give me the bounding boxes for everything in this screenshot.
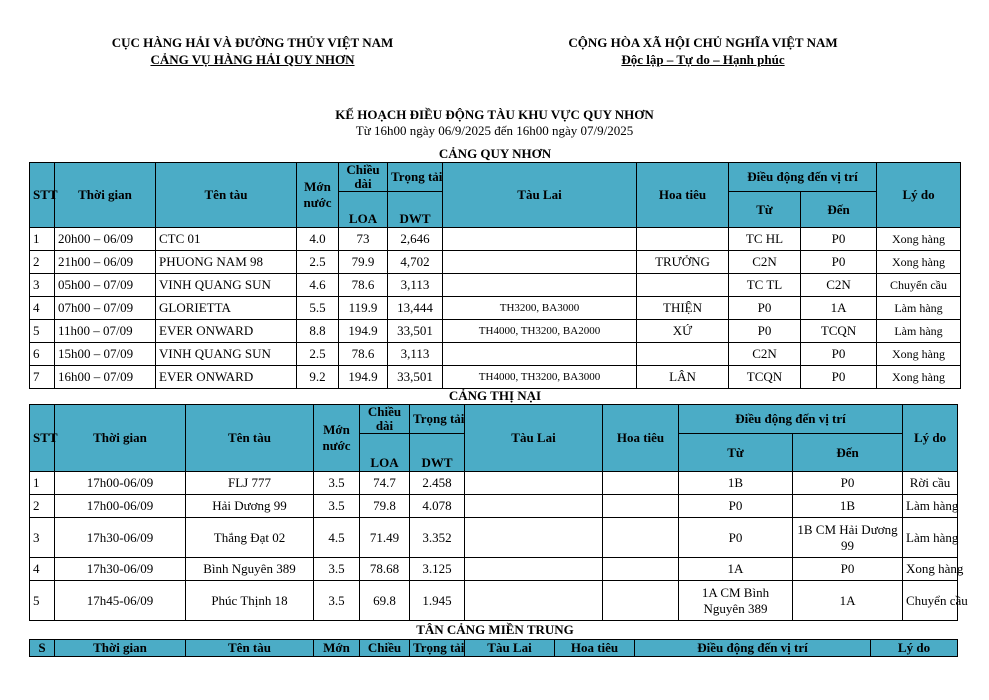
col-header-from: Từ <box>729 192 801 228</box>
cell-loa: 194.9 <box>339 320 388 343</box>
cell-reason: Làm hàng <box>903 518 958 558</box>
cell-time: 21h00 – 06/09 <box>55 251 156 274</box>
table-row <box>30 366 961 389</box>
cell-dwt: 4,702 <box>388 251 443 274</box>
col-header-reason: Lý do <box>877 163 961 228</box>
cell-time: 20h00 – 06/09 <box>55 228 156 251</box>
cell-dwt: 13,444 <box>388 297 443 320</box>
cell-time: 17h45-06/09 <box>55 581 186 621</box>
cell-from: 1A <box>679 558 793 581</box>
cell-ship: GLORIETTA <box>156 297 297 320</box>
cell-tug <box>465 558 603 581</box>
cell-ship: Thắng Đạt 02 <box>186 518 314 558</box>
cell-from: 1B <box>679 472 793 495</box>
col-header-ship: Tên tàu <box>156 163 297 228</box>
cell-dwt: 2,646 <box>388 228 443 251</box>
cell-stt: 7 <box>30 366 55 389</box>
cell-loa: 78.68 <box>360 558 410 581</box>
cell-ship: Bình Nguyên 389 <box>186 558 314 581</box>
cell-pilot <box>637 343 729 366</box>
cell-time: 17h30-06/09 <box>55 558 186 581</box>
cell-from: C2N <box>729 343 801 366</box>
col-header-tonnage: Trọng tải <box>388 163 443 192</box>
cell-draft: 3.5 <box>314 495 360 518</box>
national-motto: Độc lập – Tự do – Hạnh phúc <box>621 52 785 67</box>
cell-from: P0 <box>729 297 801 320</box>
col-header-time: Thời gian <box>55 405 186 472</box>
cell-draft: 2.5 <box>297 343 339 366</box>
section-title-tan-cang: TÂN CẢNG MIỀN TRUNG <box>416 622 574 637</box>
col-header-length: Chiều dài <box>360 405 410 434</box>
cell-pilot <box>603 472 679 495</box>
cell-to: P0 <box>801 343 877 366</box>
cell-loa: 78.6 <box>339 343 388 366</box>
cell-pilot: TRƯỞNG <box>637 251 729 274</box>
agency-name: CỤC HÀNG HẢI VÀ ĐƯỜNG THỦY VIỆT NAM <box>111 35 394 50</box>
cell-loa: 194.9 <box>339 366 388 389</box>
cell-draft: 9.2 <box>297 366 339 389</box>
cell-time: 15h00 – 07/09 <box>55 343 156 366</box>
cell-pilot: LÂN <box>637 366 729 389</box>
cell-ship: VINH QUANG SUN <box>156 343 297 366</box>
col-header-loa: LOA <box>360 434 410 472</box>
cell-dwt: 4.078 <box>410 495 465 518</box>
cell-ship: CTC 01 <box>156 228 297 251</box>
cell-ship: Phúc Thịnh 18 <box>186 581 314 621</box>
cell-loa: 74.7 <box>360 472 410 495</box>
cell-loa: 79.9 <box>339 251 388 274</box>
cell-reason: Xong hàng <box>877 251 961 274</box>
cell-reason: Xong hàng <box>877 228 961 251</box>
table-row <box>30 495 958 518</box>
cell-loa: 73 <box>339 228 388 251</box>
table-row <box>30 320 961 343</box>
cell-pilot <box>603 558 679 581</box>
col-header-draft: Mớn nước <box>297 163 339 228</box>
table-row <box>30 343 961 366</box>
cell-time: 11h00 – 07/09 <box>55 320 156 343</box>
table-row <box>30 581 958 621</box>
col-header-length: Chiều dài <box>339 163 388 192</box>
cell-to: P0 <box>801 228 877 251</box>
cell-from: P0 <box>679 495 793 518</box>
cell-stt: 1 <box>30 228 55 251</box>
col-header-tonnage: Trọng tải <box>410 405 465 434</box>
section-title-quy-nhon: CẢNG QUY NHƠN <box>438 146 552 161</box>
cell-pilot <box>637 228 729 251</box>
cell-time: 05h00 – 07/09 <box>55 274 156 297</box>
cell-dwt: 3.125 <box>410 558 465 581</box>
col-header-pilot: Hoa tiêu <box>603 405 679 472</box>
cell-dwt: 3,113 <box>388 343 443 366</box>
cell-pilot: THIỆN <box>637 297 729 320</box>
cell-tug: TH3200, BA3000 <box>443 297 637 320</box>
col-header-reason: Lý do <box>903 405 958 472</box>
col-header-tug: Tàu Lai <box>465 405 603 472</box>
cell-draft: 8.8 <box>297 320 339 343</box>
cell-stt: 1 <box>30 472 55 495</box>
col-header-ship: Tên tàu <box>186 405 314 472</box>
col-header-pilot: Hoa tiêu <box>637 163 729 228</box>
cell-time: 17h30-06/09 <box>55 518 186 558</box>
table-row <box>30 472 958 495</box>
cell-stt: 2 <box>30 495 55 518</box>
cell-dwt: 3,113 <box>388 274 443 297</box>
cell-draft: 4.0 <box>297 228 339 251</box>
tan-cang-table <box>29 639 958 657</box>
section-title-thi-nai: CẢNG THỊ NẠI <box>448 388 542 403</box>
cell-reason: Làm hàng <box>877 297 961 320</box>
col-header-ship: Tên tàu <box>186 640 314 657</box>
cell-from: TC TL <box>729 274 801 297</box>
cell-from: TCQN <box>729 366 801 389</box>
cell-reason: Làm hàng <box>877 320 961 343</box>
col-header-loa: LOA <box>339 192 388 228</box>
cell-stt: 3 <box>30 274 55 297</box>
cell-draft: 2.5 <box>297 251 339 274</box>
cell-stt: 4 <box>30 558 55 581</box>
col-header-to: Đến <box>801 192 877 228</box>
cell-tug <box>443 274 637 297</box>
cell-tug <box>443 251 637 274</box>
col-header-tonnage: Trọng tải <box>410 640 465 657</box>
col-header-move: Điều động đến vị trí <box>679 405 903 434</box>
cell-pilot <box>603 581 679 621</box>
cell-time: 07h00 – 07/09 <box>55 297 156 320</box>
col-header-to: Đến <box>793 434 903 472</box>
col-header-time: Thời gian <box>55 640 186 657</box>
cell-pilot <box>603 495 679 518</box>
col-header-tug: Tàu Lai <box>465 640 555 657</box>
cell-dwt: 33,501 <box>388 320 443 343</box>
national-header <box>528 34 878 68</box>
col-header-dwt: DWT <box>410 434 465 472</box>
table-row <box>30 558 958 581</box>
cell-draft: 3.5 <box>314 558 360 581</box>
cell-reason: Chuyển cầu <box>903 581 958 621</box>
cell-stt: 5 <box>30 581 55 621</box>
cell-reason: Xong hàng <box>877 343 961 366</box>
cell-to: P0 <box>801 366 877 389</box>
table-row <box>30 297 961 320</box>
cell-stt: 2 <box>30 251 55 274</box>
document-subtitle: Từ 16h00 ngày 06/9/2025 đến 16h00 ngày 07/9/2025 <box>355 123 634 138</box>
cell-to: TCQN <box>801 320 877 343</box>
col-header-stt: STT <box>30 405 55 472</box>
cell-pilot: XỨ <box>637 320 729 343</box>
table-row <box>30 251 961 274</box>
cell-stt: 6 <box>30 343 55 366</box>
cell-time: 16h00 – 07/09 <box>55 366 156 389</box>
cell-dwt: 3.352 <box>410 518 465 558</box>
col-header-move: Điều động đến vị trí <box>729 163 877 192</box>
cell-reason: Chuyển cầu <box>877 274 961 297</box>
cell-reason: Làm hàng <box>903 495 958 518</box>
cell-ship: EVER ONWARD <box>156 366 297 389</box>
cell-from: C2N <box>729 251 801 274</box>
col-header-move: Điều động đến vị trí <box>635 640 871 657</box>
cell-stt: 4 <box>30 297 55 320</box>
cell-tug <box>465 581 603 621</box>
cell-to: 1A <box>801 297 877 320</box>
cell-from: TC HL <box>729 228 801 251</box>
cell-dwt: 1.945 <box>410 581 465 621</box>
cell-from: P0 <box>679 518 793 558</box>
cell-to: 1B CM Hải Dương 99 <box>793 518 903 558</box>
cell-ship: Hải Dương 99 <box>186 495 314 518</box>
cell-to: P0 <box>793 472 903 495</box>
thi-nai-table <box>29 404 968 621</box>
cell-to: P0 <box>801 251 877 274</box>
cell-tug <box>465 518 603 558</box>
col-header-draft: Mớn nước <box>314 405 360 472</box>
cell-dwt: 2.458 <box>410 472 465 495</box>
col-header-pilot: Hoa tiêu <box>555 640 635 657</box>
cell-loa: 71.49 <box>360 518 410 558</box>
cell-reason: Rời cầu <box>903 472 958 495</box>
cell-from: 1A CM Bình Nguyên 389 <box>679 581 793 621</box>
cell-dwt: 33,501 <box>388 366 443 389</box>
cell-reason: Xong hàng <box>903 558 958 581</box>
table-row <box>30 274 961 297</box>
cell-pilot <box>637 274 729 297</box>
cell-draft: 4.6 <box>297 274 339 297</box>
col-header-reason: Lý do <box>871 640 958 657</box>
cell-tug <box>443 343 637 366</box>
cell-draft: 4.5 <box>314 518 360 558</box>
cell-to: C2N <box>801 274 877 297</box>
cell-stt: 5 <box>30 320 55 343</box>
cell-draft: 5.5 <box>297 297 339 320</box>
table-row <box>30 228 961 251</box>
agency-header <box>60 34 445 68</box>
cell-ship: VINH QUANG SUN <box>156 274 297 297</box>
cell-ship: FLJ 777 <box>186 472 314 495</box>
document-title: KẾ HOẠCH ĐIỀU ĐỘNG TÀU KHU VỰC QUY NHƠN <box>335 107 654 122</box>
cell-tug <box>465 495 603 518</box>
cell-ship: EVER ONWARD <box>156 320 297 343</box>
cell-loa: 69.8 <box>360 581 410 621</box>
cell-to: 1A <box>793 581 903 621</box>
cell-loa: 119.9 <box>339 297 388 320</box>
table-row <box>30 518 958 558</box>
col-header-tug: Tàu Lai <box>443 163 637 228</box>
col-header-time: Thời gian <box>55 163 156 228</box>
cell-to: 1B <box>793 495 903 518</box>
col-header-stt: S <box>30 640 55 657</box>
cell-loa: 78.6 <box>339 274 388 297</box>
cell-loa: 79.8 <box>360 495 410 518</box>
col-header-dwt: DWT <box>388 192 443 228</box>
cell-tug: TH4000, TH3200, BA2000 <box>443 320 637 343</box>
cell-draft: 3.5 <box>314 581 360 621</box>
col-header-length: Chiều <box>360 640 410 657</box>
cell-reason: Xong hàng <box>877 366 961 389</box>
cell-stt: 3 <box>30 518 55 558</box>
quy-nhon-table <box>29 162 961 389</box>
cell-tug <box>443 228 637 251</box>
cell-ship: PHUONG NAM 98 <box>156 251 297 274</box>
cell-draft: 3.5 <box>314 472 360 495</box>
col-header-draft: Mớn <box>314 640 360 657</box>
cell-tug <box>465 472 603 495</box>
col-header-stt: STT <box>30 163 55 228</box>
cell-from: P0 <box>729 320 801 343</box>
cell-time: 17h00-06/09 <box>55 495 186 518</box>
national-motto-title: CỘNG HÒA XÃ HỘI CHỦ NGHĨA VIỆT NAM <box>568 35 838 50</box>
port-authority-name: CẢNG VỤ HÀNG HẢI QUY NHƠN <box>150 52 355 67</box>
cell-tug: TH4000, TH3200, BA3000 <box>443 366 637 389</box>
cell-time: 17h00-06/09 <box>55 472 186 495</box>
col-header-from: Từ <box>679 434 793 472</box>
cell-to: P0 <box>793 558 903 581</box>
cell-pilot <box>603 518 679 558</box>
